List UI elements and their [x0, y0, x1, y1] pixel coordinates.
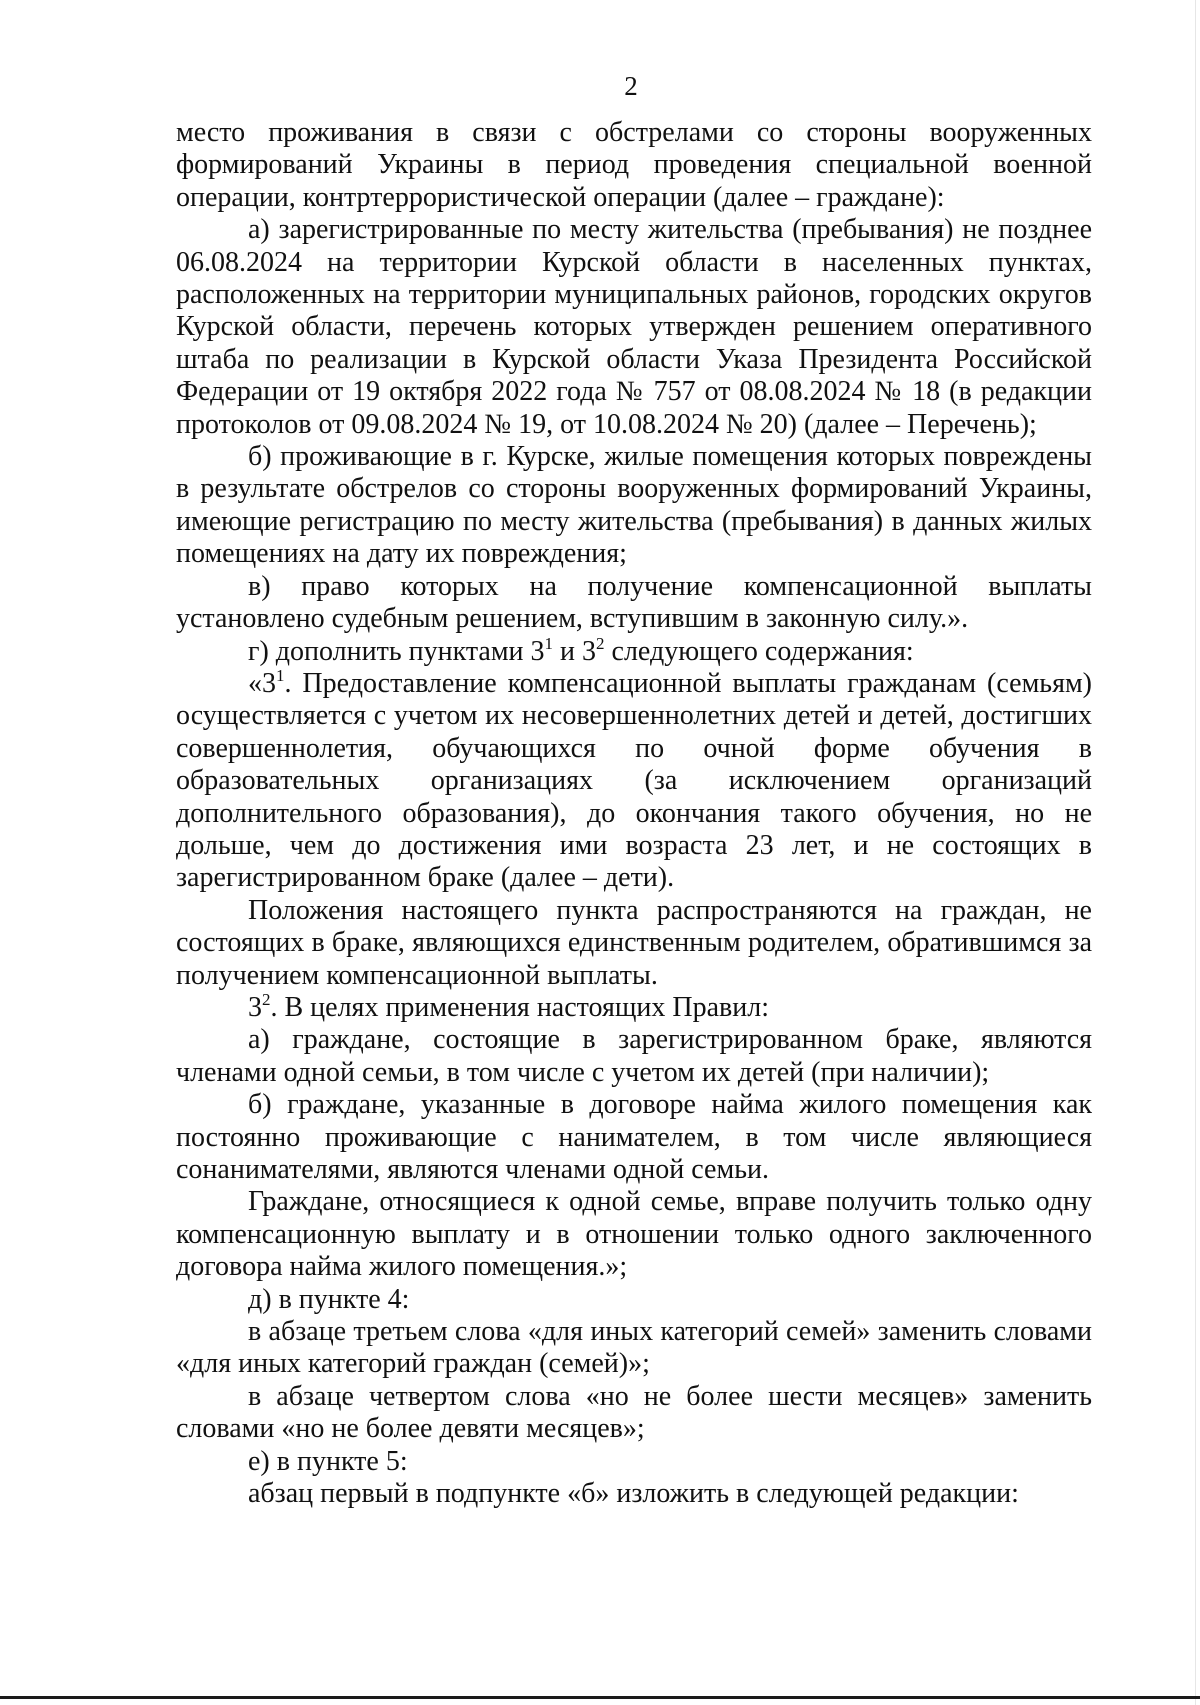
- scan-edge-bottom: [0, 1696, 1200, 1699]
- item-g-text-after: следующего содержания:: [604, 635, 914, 667]
- paragraph-lease-citizens: б) граждане, указанные в договоре найма жилого помещения как постоянно проживающие с нанимателем, в том числе являющиеся сонанимателями, являются членами одной семьи.: [176, 1089, 1092, 1185]
- paragraph-clause-3-2: [176, 989, 1092, 1024]
- clause-3-2-text: . В целях применения настоящих Правил:: [270, 991, 770, 1023]
- paragraph-item-b: б) проживающие в г. Курске, жилые помещения которых повреждены в результате обстрелов со стороны вооруженных формирований Украины, имеющие регистрацию по месту жительства (пребывания) в данных жилых помещениях на дату их повреждения;: [176, 441, 1092, 570]
- paragraph-item-e: е) в пункте 5:: [248, 1445, 408, 1477]
- paragraph-residence-context: место проживания в связи с обстрелами со стороны вооруженных формирований Украины в период проведения специальной военной операции, контртеррористической операции (далее – граждане):: [176, 117, 1092, 213]
- paragraph-provisions: Положения настоящего пункта распространяются на граждан, не состоящих в браке, являющихся единственным родителем, обратившимся за получением компенсационной выплаты.: [176, 894, 1092, 991]
- item-g-text-before: г) дополнить пунктами 3: [248, 635, 545, 667]
- clause-3-2-sup: 2: [262, 989, 271, 1009]
- item-g-sup-1: 1: [544, 633, 554, 653]
- clause-3-2-number: 3: [248, 991, 262, 1023]
- paragraph-item-d: д) в пункте 4:: [248, 1283, 410, 1315]
- paragraph-fourth-clause: в абзаце четвертом слова «но не более шести месяцев» заменить словами «но не более девяти месяцев»;: [176, 1380, 1092, 1445]
- paragraph-item-a: а) зарегистрированные по месту жительства (пребывания) не позднее 06.08.2024 на территории Курской области в населенных пунктах, расположенных на территории муниципальных районов, городских округов Курской области, перечень которых утвержден решением оперативного штаба по реализации в Курской области Указа Президента Российской Федерации от 19 октября 2022 года № 757 от 08.08.2024 № 18 (в редакции протоколов от 09.08.2024 № 19, от 10.08.2024 № 20) (далее – Перечень);: [176, 214, 1092, 440]
- paragraph-first-clause: абзац первый в подпункте «б» изложить в следующей редакции:: [248, 1478, 1019, 1510]
- paragraph-third-clause: в абзаце третьем слова «для иных категорий семей» заменить словами «для иных категорий граждан (семей)»;: [176, 1316, 1092, 1380]
- item-g-sup-2: 2: [596, 633, 605, 653]
- clause-3-1-sup: 1: [276, 665, 285, 685]
- paragraph-item-v: в) право которых на получение компенсационной выплаты установлено судебным решением, вступившим в законную силу.».: [176, 570, 1092, 635]
- paragraph-item-g: [176, 633, 1092, 668]
- page-number: 2: [624, 71, 638, 101]
- clause-3-1-number: «3: [248, 667, 276, 699]
- paragraph-married-citizens: а) граждане, состоящие в зарегистрированном браке, являются членами одной семьи, в том числе с учетом их детей (при наличии);: [176, 1024, 1092, 1088]
- clause-3-1-text: . Предоставление компенсационной выплаты гражданам (семьям) осуществляется с учетом их несовершеннолетних детей и детей, достигших совершеннолетия, обучающихся по очной форме обучения в образовательных организациях (за исключением организаций дополнительного образования), до окончания такого обучения, но не дольше, чем до достижения ими возраста 23 лет, и не состоящих в зарегистрированном браке (далее – дети).: [176, 667, 1092, 894]
- paragraph-one-family: Граждане, относящиеся к одной семье, вправе получить только одну компенсационную выплату и в отношении только одного заключенного договора найма жилого помещения.»;: [176, 1186, 1092, 1283]
- document-body: [176, 117, 1092, 1510]
- scan-edge-right: [1195, 0, 1196, 1705]
- item-g-text-middle: и 3: [553, 635, 597, 667]
- paragraph-clause-3-1: [176, 665, 1092, 895]
